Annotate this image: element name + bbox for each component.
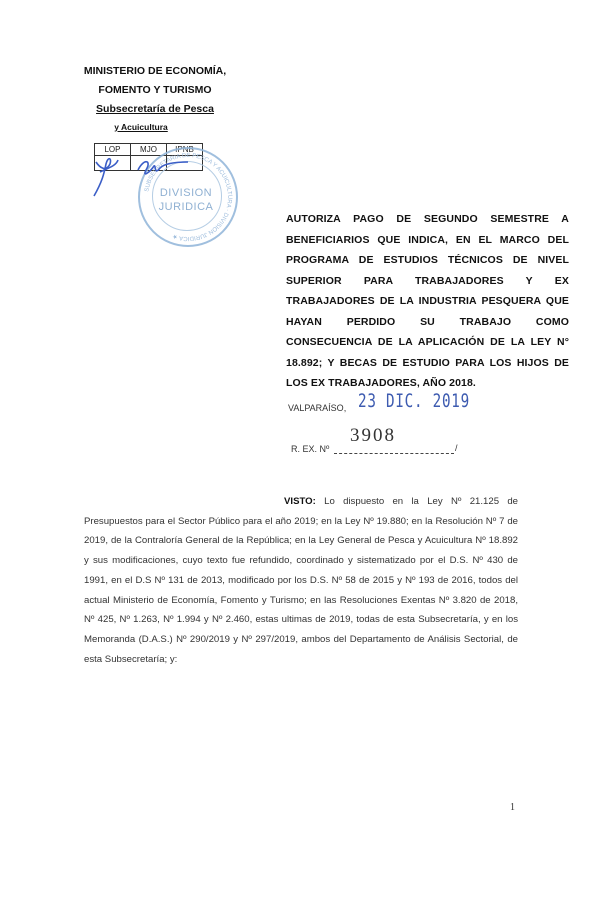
resolution-number-line — [334, 453, 454, 454]
svg-text:SUBSECRETARIA DE PESCA Y ACUIC: SUBSECRETARIA DE PESCA Y ACUICULTURA · DIVISION JURIDICA ★ — [144, 152, 233, 242]
date-stamp: 23 DIC. 2019 — [358, 390, 470, 412]
initials-cell: MJO — [131, 144, 167, 156]
resolution-slash: / — [455, 443, 458, 453]
place-label: VALPARAÍSO, — [288, 403, 347, 413]
page-number: 1 — [510, 802, 515, 813]
ministry-name-line1: MINISTERIO DE ECONOMÍA, — [83, 65, 227, 77]
ministry-header — [70, 62, 240, 135]
resolution-number: 3908 — [350, 425, 396, 446]
subsecretaria-name-line2: y Acuicultura — [114, 122, 168, 132]
ministry-name-line2: FOMENTO Y TURISMO — [98, 84, 212, 96]
resolution-label: R. EX. Nº — [291, 444, 330, 454]
resolution-title: AUTORIZA PAGO DE SEGUNDO SEMESTRE A BENEFICIARIOS QUE INDICA, EN EL MARCO DEL PROGRAMA DE ESTUDIOS TÉCNICOS DE NIVEL SUPERIOR PARA TRABAJADORES Y EX TRABAJADORES DE LA INDUSTRIA PESQUERA QUE HAYAN PERDIDO SU TRABAJO COMO CONSECUENCIA DE LA APLICACIÓN DE LA LEY N° 18.892; Y BECAS DE ESTUDIO PARA LOS HIJOS DE LOS EX TRABAJADORES, AÑO 2018. — [286, 213, 569, 389]
initials-cell: LOP — [95, 144, 131, 156]
stamp-line2: JURIDICA — [158, 201, 214, 213]
visto-text: Lo dispuesto en la Ley Nº 21.125 de Presupuestos para el Sector Público para el año 2019; en la Ley Nº 19.880; en la Resolución Nº 7 de 2019, de la Contraloría General de la República; en la Ley General de Pesca y Acuicultura Nº 18.892 y sus modificaciones, cuyo texto fue refundido, coordinado y sistematizado por el D.S. Nº 430 de 1991, en el D.S Nº 131 de 2013, modificado por los D.S. Nº 58 de 2015 y Nº 193 de 2016, todos del actual Ministerio de Economía, Fomento y Turismo; en las Resoluciones Exentas Nº 3.820 de 2018, Nº 425, Nº 1.263, Nº 1.994 y Nº 2.460, estas ultimas de 2019, todas de esta Subsecretaría, y en los Memoranda (D.A.S.) Nº 290/2019 y Nº 297/2019, ambos del Departamento de Análisis Sectorial, de esta Subsecretaría; y: — [84, 496, 519, 665]
visto-paragraph — [84, 492, 518, 669]
subsecretaria-name: Subsecretaría de Pesca — [96, 103, 214, 115]
initials-cell: IPNB — [167, 144, 203, 156]
visto-label: VISTO: — [284, 496, 316, 507]
stamp-line1: DIVISION — [159, 187, 213, 199]
handwritten-initials-icon — [88, 150, 208, 210]
